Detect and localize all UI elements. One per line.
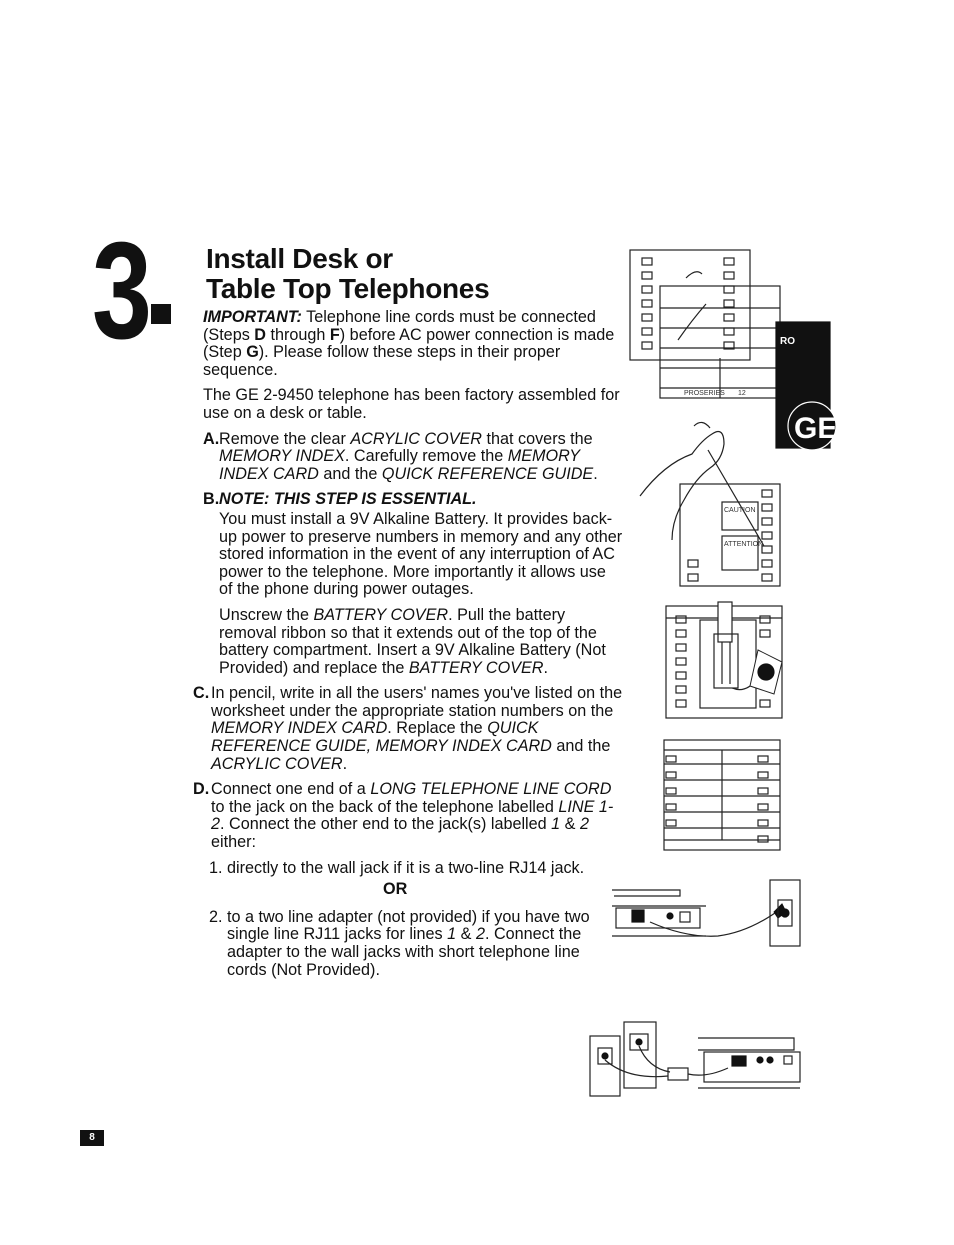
step-c-guide-card: QUICK REFERENCE GUIDE, MEMORY INDEX CARD (211, 719, 552, 756)
step-c-acrylic: ACRYLIC COVER (211, 754, 343, 773)
or-separator: OR (383, 880, 408, 899)
important-text-2: through (266, 325, 330, 344)
step-a-memory-index-card: MEMORY INDEX CARD (219, 447, 580, 483)
step-ref-d: D (254, 325, 266, 344)
option-2-jack-1: 1 (447, 925, 457, 944)
important-text-3: ) before AC power connection is made (Step (203, 325, 615, 362)
step-a-text-4: and the (318, 464, 382, 483)
two-line-adapter-illustration (588, 1020, 806, 1098)
step-a-label: A. (203, 429, 220, 448)
title-line-2: Table Top Telephones (206, 273, 490, 304)
step-c-memory-index-card: MEMORY INDEX CARD (211, 719, 388, 738)
option-1-number: 1. (209, 858, 223, 877)
step-a-quick-ref: QUICK REFERENCE GUIDE (381, 464, 594, 483)
step-a-text-3: . Carefully remove the (344, 447, 508, 466)
step-a-text-1: Remove the clear (219, 429, 351, 448)
step-d-jack-1: 1 (551, 815, 561, 834)
option-2-jack-2: 2 (475, 925, 485, 944)
step-d-text-1: Connect one end of a (211, 780, 371, 799)
index-slots-right (724, 258, 734, 349)
step-b-note-text: NOTE: THIS STEP IS ESSENTIAL. (219, 490, 477, 509)
step-c-text-2: . Replace the (387, 719, 488, 738)
step-a-memory-index: MEMORY INDEX (219, 447, 345, 466)
option-1-text: directly to the wall jack if it is a two-line RJ14 jack. (227, 858, 585, 877)
step-b-text-2: . Pull the battery removal ribbon so that it extends out of the top of the battery compartment. Insert a 9V Alkaline Battery (Not Provided) and replace the (219, 605, 606, 677)
step-c-text-3: and the (551, 737, 611, 756)
step-b-battery-cover: BATTERY COVER (313, 605, 449, 624)
important-text-1: Telephone line cords must be connected (Steps (203, 308, 596, 344)
page-number: 8 (80, 1130, 104, 1146)
step-b-text-3: . (543, 658, 548, 677)
step-b-label: B. (203, 490, 220, 509)
step-d-option-2 (203, 909, 623, 979)
step-d-text-2: to the jack on the back of the telephone labelled (211, 797, 559, 816)
step-b-battery-cover-2: BATTERY COVER (408, 658, 544, 677)
step-c-text-1: In pencil, write in all the users' names you've listed on the worksheet under the appropriate station numbers on the (211, 684, 623, 720)
step-a-acrylic: ACRYLIC COVER (350, 429, 482, 448)
memory-index-card-illustration (662, 736, 786, 854)
important-label: IMPORTANT: (203, 308, 302, 326)
step-d-amp: & (560, 815, 580, 834)
important-note (203, 309, 623, 379)
step-d-jack-2: 2 (579, 815, 589, 834)
step-d-line: LINE 1-2 (211, 797, 614, 834)
step-ref-g: G (246, 343, 259, 362)
title-line-1: Install Desk or (206, 243, 393, 274)
page-title (206, 244, 489, 304)
ro-label: RO (780, 336, 795, 347)
battery-compartment-illustration (662, 598, 786, 722)
step-c (193, 685, 623, 773)
step-b-note (203, 491, 623, 509)
option-2-text-2: . Connect the adapter to the wall jacks with short telephone line cords (Not Provided). (227, 925, 582, 979)
caution-label: CAUTION (724, 507, 756, 514)
ge-logo: GE (794, 412, 838, 445)
step-c-text-4: . (342, 754, 348, 773)
option-2-number: 2. (209, 907, 223, 926)
wall-jack-direct-illustration (610, 876, 804, 950)
step-d-text-3: . Connect the other end to the jack(s) labelled (220, 815, 552, 834)
option-2-amp: & (456, 925, 476, 944)
step-d-option-1 (203, 860, 623, 878)
step-d-long-cord: LONG TELEPHONE LINE CORD (370, 780, 612, 799)
important-text-4: ). Please follow these steps in their proper sequence. (203, 343, 561, 379)
step-d (193, 781, 623, 851)
step-ref-f: F (329, 325, 340, 344)
step-d-text-4: either: (211, 833, 256, 852)
step-d-label: D. (193, 780, 210, 799)
memory-index-illustration (626, 248, 838, 448)
step-b-paragraph-2 (203, 607, 623, 677)
step-b-text-1: Unscrew the (219, 605, 314, 624)
step-a-text-5: . (593, 464, 598, 483)
step-a (203, 431, 623, 484)
instructions-body (193, 308, 623, 983)
step-b-paragraph-1: You must install a 9V Alkaline Battery. It provides back-up power to preserve numbers in memory and any other stored information in the event of any interruption of AC power to the telephone. More importantly it allows use of the phone during power outages. (219, 509, 623, 599)
remove-cover-illustration (636, 420, 786, 590)
model-12-label: 12 (738, 390, 746, 397)
option-2-text-1: to a two line adapter (not provided) if you have two single line RJ11 jacks for lines (227, 907, 590, 944)
intro-paragraph: The GE 2-9450 telephone has been factory assembled for use on a desk or table. (203, 386, 620, 422)
step-number: 3 (92, 214, 151, 368)
step-c-label: C. (193, 684, 210, 703)
step-number-dot (151, 304, 171, 324)
attention-label: ATTENTION (724, 541, 764, 548)
proseries-label: PROSERIES (684, 390, 725, 397)
index-slots-left (642, 258, 652, 349)
step-a-text-2: that covers the (482, 429, 593, 448)
